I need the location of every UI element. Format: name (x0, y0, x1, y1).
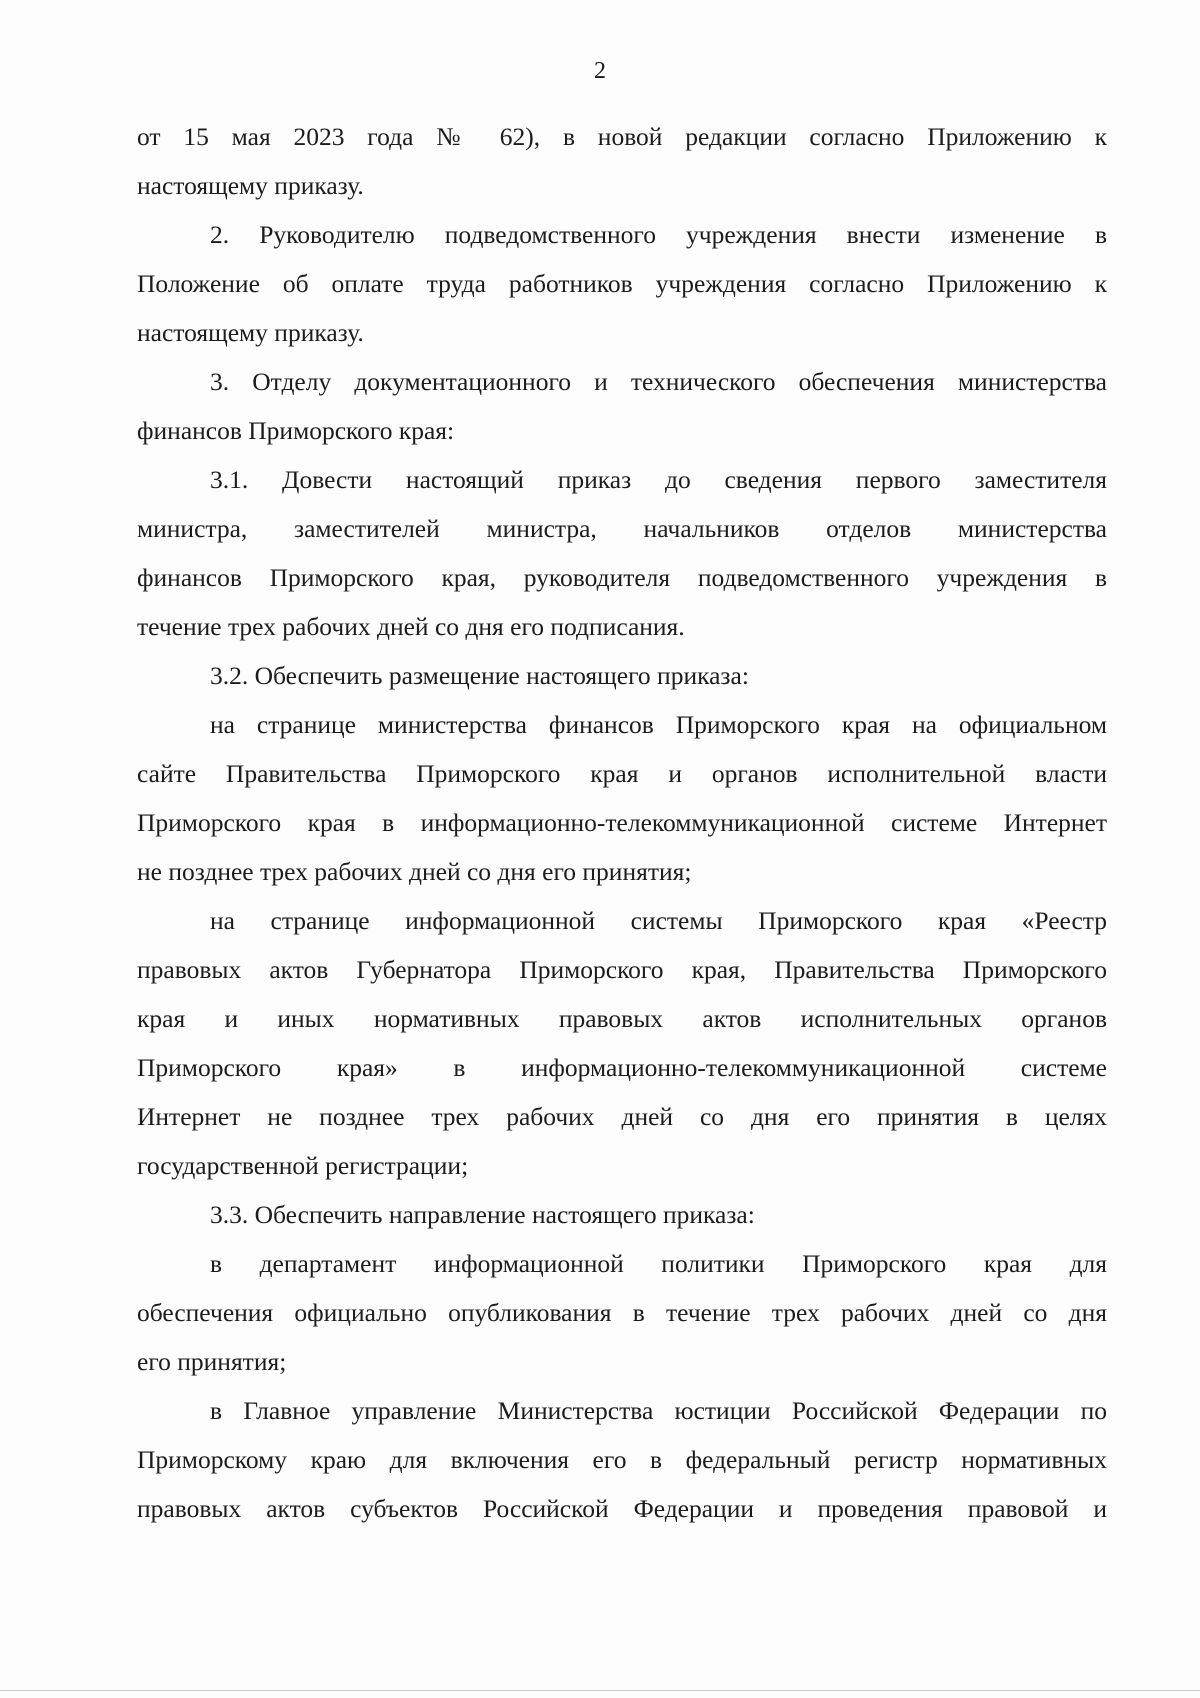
text-line: Приморского края в информационно-телекоммуникационной системе Интернет (137, 808, 1107, 837)
text-line: обеспечения официально опубликования в течение трех рабочих дней со дня (137, 1298, 1107, 1327)
text-line: 3.1. Довести настоящий приказ до сведения первого заместителя (210, 465, 1107, 494)
text-line: финансов Приморского края: (137, 416, 455, 445)
text-line: сайте Правительства Приморского края и органов исполнительной власти (137, 759, 1107, 788)
text-line: не позднее трех рабочих дней со дня его принятия; (137, 857, 692, 886)
text-line: от 15 мая 2023 года № 62), в новой редакции согласно Приложению к (137, 122, 1107, 151)
text-line: правовых актов субъектов Российской Федерации и проведения правовой и (137, 1494, 1107, 1523)
text-line: настоящему приказу. (137, 318, 364, 347)
text-line: Приморскому краю для включения его в федеральный регистр нормативных (137, 1445, 1107, 1474)
text-line: на странице министерства финансов Приморского края на официальном (210, 710, 1107, 739)
text-line: 3.2. Обеспечить размещение настоящего приказа: (210, 661, 749, 690)
text-line: министра, заместителей министра, начальников отделов министерства (137, 514, 1107, 543)
page-bottom-edge (0, 1690, 1200, 1691)
text-line: Положение об оплате труда работников учреждения согласно Приложению к (137, 269, 1107, 298)
document-body (137, 112, 1107, 1533)
text-line: государственной регистрации; (137, 1151, 469, 1180)
text-line: 3. Отделу документационного и технического обеспечения министерства (210, 367, 1107, 396)
text-line: в Главное управление Министерства юстиции Российской Федерации по (210, 1396, 1107, 1425)
text-line: Приморского края» в информационно-телекоммуникационной системе (137, 1053, 1107, 1082)
text-line: 3.3. Обеспечить направление настоящего приказа: (210, 1200, 755, 1229)
text-line: финансов Приморского края, руководителя подведомственного учреждения в (137, 563, 1107, 592)
text-line: на странице информационной системы Приморского края «Реестр (210, 906, 1107, 935)
text-line: настоящему приказу. (137, 171, 364, 200)
text-line: в департамент информационной политики Приморского края для (210, 1249, 1107, 1278)
page-number: 2 (594, 58, 606, 84)
text-line: края и иных нормативных правовых актов исполнительных органов (137, 1004, 1107, 1033)
text-line: правовых актов Губернатора Приморского края, Правительства Приморского (137, 955, 1107, 984)
text-line: его принятия; (137, 1347, 287, 1376)
text-line: течение трех рабочих дней со дня его подписания. (137, 612, 685, 641)
text-line: 2. Руководителю подведомственного учреждения внести изменение в (210, 220, 1107, 249)
text-line: Интернет не позднее трех рабочих дней со дня его принятия в целях (137, 1102, 1107, 1131)
